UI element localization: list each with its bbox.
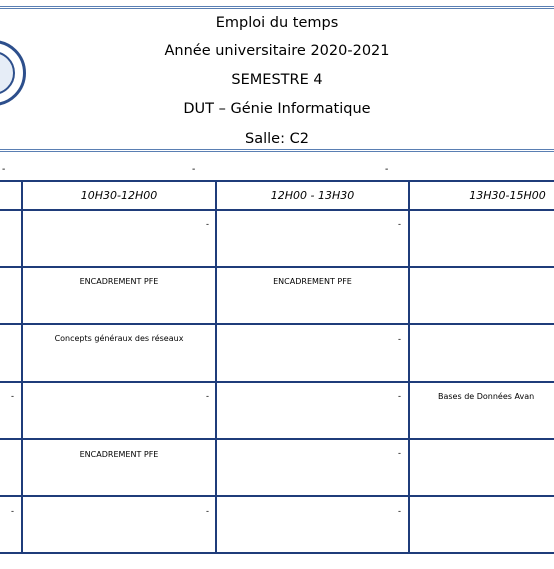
grid-line <box>0 323 554 325</box>
table-cell: - <box>398 448 401 458</box>
grid-line <box>0 381 554 383</box>
grid-line <box>0 180 554 182</box>
separator-dash: - <box>2 164 6 175</box>
table-cell: - <box>206 219 209 229</box>
table-cell: ENCADREMENT PFE <box>273 277 352 286</box>
grid-line <box>0 209 554 211</box>
table-cell: - <box>398 506 401 516</box>
table-cell: - <box>398 219 401 229</box>
grid-line <box>408 180 410 554</box>
academic-year: Année universitaire 2020-2021 <box>164 43 390 59</box>
separator-dash: - <box>385 164 389 175</box>
semester: SEMESTRE 4 <box>231 72 323 88</box>
column-header: 13H30-15H00 <box>469 189 546 202</box>
room: Salle: C2 <box>245 131 309 147</box>
grid-line <box>0 438 554 440</box>
table-cell: ENCADREMENT PFE <box>79 450 159 459</box>
grid-line <box>0 266 554 268</box>
grid-line <box>21 180 23 554</box>
program-name: DUT – Génie Informatique <box>183 101 371 117</box>
grid-line <box>0 495 554 497</box>
table-cell: - <box>206 391 209 401</box>
column-header: 12H00 - 13H30 <box>270 189 355 202</box>
table-cell: ENCADREMENT PFE <box>79 277 159 286</box>
schedule-title: Emploi du temps <box>215 15 339 31</box>
table-cell: - <box>11 391 14 401</box>
grid-line <box>0 552 554 554</box>
column-header: 10H30-12H00 <box>80 189 158 202</box>
separator-dash: - <box>192 164 196 175</box>
table-cell: - <box>398 391 401 401</box>
grid-line <box>215 180 217 554</box>
table-cell: - <box>398 334 401 344</box>
table-cell: Concepts généraux des réseaux <box>54 334 184 343</box>
table-cell: Bases de Données Avan <box>438 392 535 401</box>
table-cell: - <box>206 506 209 516</box>
table-cell: - <box>11 506 14 516</box>
